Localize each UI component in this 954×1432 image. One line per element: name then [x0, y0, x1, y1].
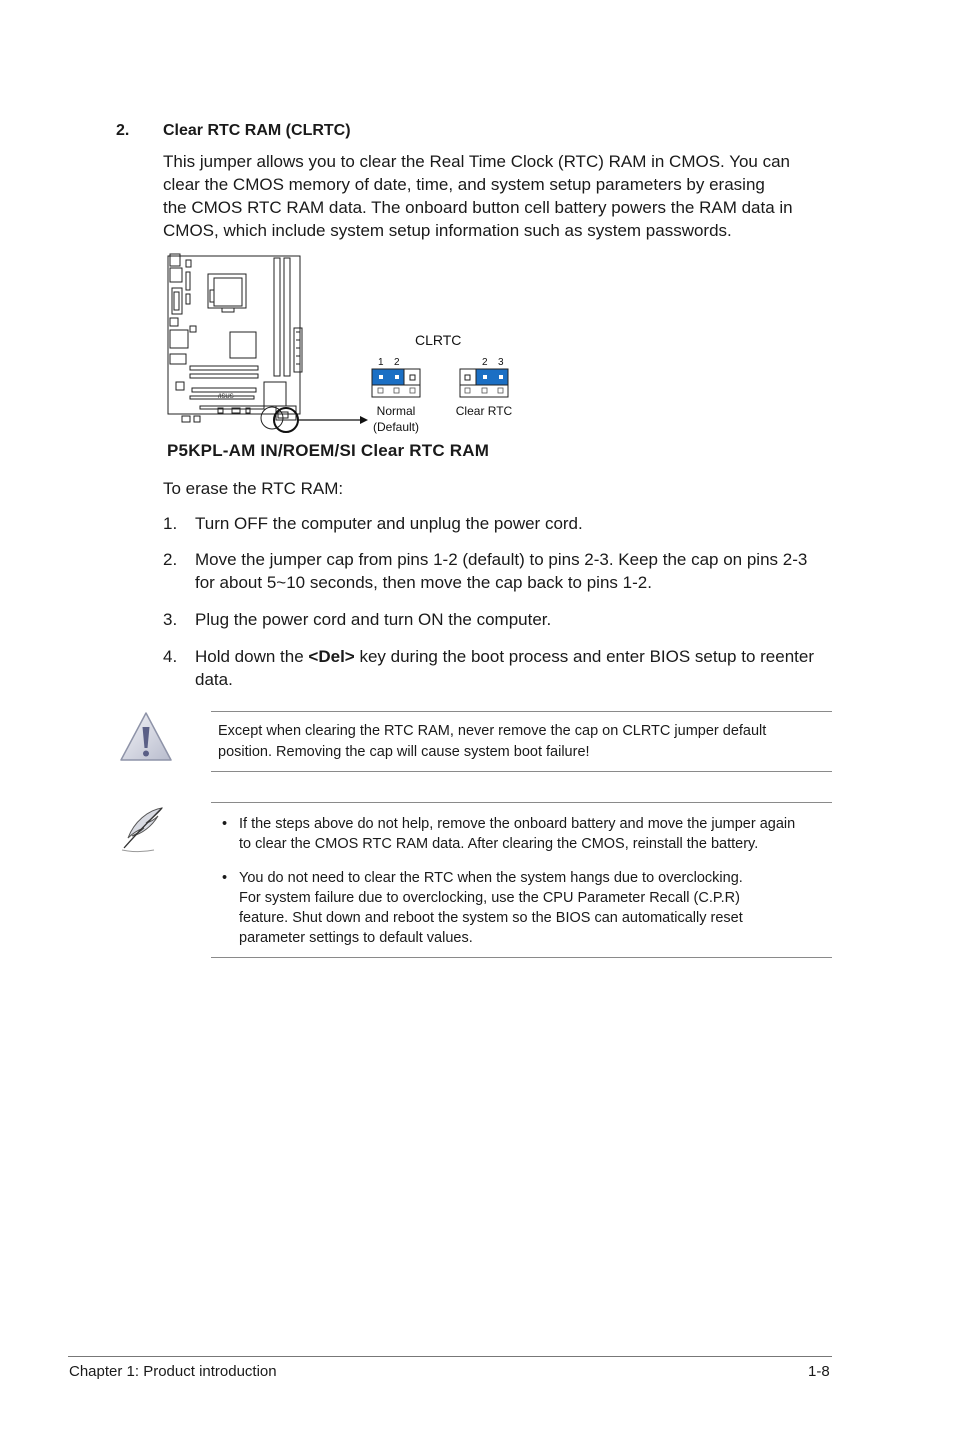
- note-line: feature. Shut down and reboot the system so the BIOS can automatically reset: [239, 910, 743, 926]
- board-brand-logo: /ISUS: [218, 394, 234, 400]
- step-item: [163, 512, 833, 536]
- procedure-intro: To erase the RTC RAM:: [163, 479, 344, 498]
- footer-rule: [68, 1356, 832, 1357]
- motherboard-layout: [168, 254, 302, 429]
- arrow-head: [360, 416, 368, 424]
- step-number: 3.: [163, 610, 178, 629]
- step-item: [163, 608, 833, 632]
- note-line: If the steps above do not help, remove the onboard battery and move the jumper again: [239, 816, 796, 832]
- bullet: •: [222, 870, 228, 886]
- note-top-rule: [211, 802, 832, 803]
- clrtc-label: CLRTC: [415, 332, 462, 348]
- default-label: (Default): [372, 420, 420, 434]
- step-number: 2.: [163, 550, 178, 569]
- note-line: parameter settings to default values.: [239, 930, 473, 946]
- normal-label: Normal: [376, 404, 416, 418]
- intro-line: This jumper allows you to clear the Real Time Clock (RTC) RAM in CMOS. You can: [163, 152, 791, 171]
- note-line: For system failure due to overclocking, use the CPU Parameter Recall (C.P.R): [239, 890, 740, 906]
- jumper-clear-rtc: [456, 357, 513, 418]
- warning-top-rule: [211, 711, 832, 712]
- footer-chapter: Chapter 1: Product introduction: [69, 1363, 277, 1380]
- diagram-caption: P5KPL-AM IN/ROEM/SI Clear RTC RAM: [167, 441, 490, 460]
- feather-pen-icon: [118, 804, 168, 854]
- step-text: Turn OFF the computer and unplug the power cord.: [195, 514, 583, 533]
- footer-page-number: 1-8: [808, 1363, 830, 1380]
- warning-text: [218, 721, 828, 763]
- note-item: [218, 814, 830, 854]
- pin-number: 3: [498, 357, 504, 368]
- step-text: Plug the power cord and turn ON the computer.: [195, 610, 552, 629]
- warning-bottom-rule: [211, 771, 832, 772]
- note-line: You do not need to clear the RTC when the system hangs due to overclocking.: [239, 870, 743, 886]
- intro-line: the CMOS RTC RAM data. The onboard button cell battery powers the RAM data in: [163, 198, 793, 217]
- clrtc-jumper-diagram: [160, 248, 540, 468]
- step-item: [163, 548, 833, 596]
- pin-number: 2: [482, 357, 488, 368]
- step-text: data.: [195, 670, 233, 689]
- step-text: for about 5~10 seconds, then move the cap back to pins 1-2.: [195, 573, 652, 592]
- warning-line: position. Removing the cap will cause system boot failure!: [218, 744, 590, 760]
- pin-number: 2: [394, 357, 400, 368]
- note-bottom-rule: [211, 957, 832, 958]
- intro-paragraph: [163, 150, 833, 242]
- jumper-normal: [372, 357, 420, 434]
- step-number: 4.: [163, 647, 178, 666]
- step-text: key during the boot process and enter BIOS setup to reenter: [354, 647, 814, 666]
- intro-line: CMOS, which include system setup information such as system passwords.: [163, 221, 732, 240]
- note-line: to clear the CMOS RTC RAM data. After clearing the CMOS, reinstall the battery.: [239, 836, 759, 852]
- section-title: Clear RTC RAM (CLRTC): [163, 122, 351, 139]
- intro-line: clear the CMOS memory of date, time, and system setup parameters by erasing: [163, 175, 765, 194]
- step-item: [163, 645, 833, 693]
- step-text: Hold down the: [195, 647, 309, 666]
- section-number: 2.: [116, 122, 130, 139]
- warning-line: Except when clearing the RTC RAM, never remove the cap on CLRTC jumper default: [218, 723, 767, 739]
- warning-triangle-icon: [118, 710, 174, 764]
- del-key: <Del>: [308, 647, 355, 666]
- step-number: 1.: [163, 514, 178, 533]
- clear-rtc-label: Clear RTC: [455, 404, 513, 418]
- bullet: •: [222, 816, 228, 832]
- pin-number: 1: [378, 357, 384, 368]
- note-item: [218, 868, 830, 948]
- step-text: Move the jumper cap from pins 1-2 (default) to pins 2-3. Keep the cap on pins 2-3: [195, 550, 808, 569]
